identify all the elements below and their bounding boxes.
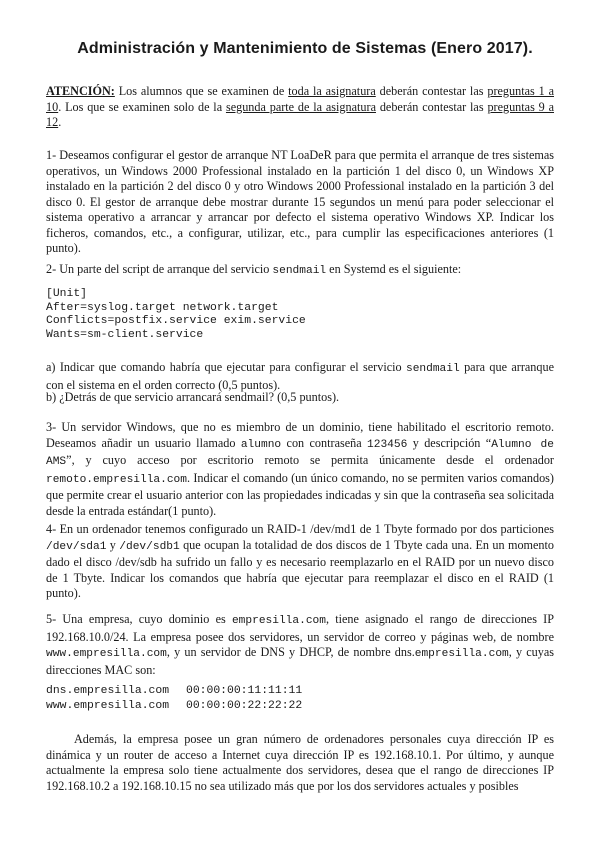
mac-address: 00:00:00:11:11:11 (186, 685, 303, 697)
question-1: 1- Deseamos configurar el gestor de arranque NT LoaDeR para que permita el arranque de tres sistemas operativos, un Windows 2000 Professional instalado en la partición 1 del disco 0, un Windows XP instalado en la partición 2 del disco 0 y otro Windows 2000 Professional instalado en la partición 3 del disco 0. El gestor de arranque debe mostrar durante 15 segundos un menú para poder seleccionar el sistema operativo a arrancar y arrancar por defecto el sistema operativo Windows XP. Indicar los ficheros, comandos, etc., a configurar, utilizar, etc., para cumplir las especificaciones anteriores (1 punto). (46, 148, 554, 255)
attention-label: ATENCIÓN: (46, 84, 115, 98)
code-line: [Unit] (46, 288, 88, 300)
mac-address: 00:00:00:22:22:22 (186, 700, 303, 712)
question-2b: b) ¿Detrás de que servicio arrancará sendmail? (0,5 puntos). (46, 390, 340, 404)
code-line: Wants=sm-client.service (46, 328, 204, 341)
systemd-unit-code (46, 288, 306, 342)
host-name: dns.empresilla.com (46, 685, 170, 697)
page-title: Administración y Mantenimiento de Sistemas (Enero 2017). (77, 40, 533, 57)
code-line: Conflicts=postfix.service exim.service (46, 315, 306, 327)
question-5: 5- Una empresa, cuyo dominio es empresilla.com, tiene asignado el rango de direcciones IP 192.168.10.0/24. La empresa posee dos servidores, un servidor de correo y páginas web, de nombre www.empresilla.com, y un servidor de DNS y DHCP, de nombre dns.empresilla.com, y cuyas direcciones MAC son: (46, 612, 555, 677)
code-line: After=syslog.target network.target (46, 301, 279, 314)
attention-notice: ATENCIÓN: Los alumnos que se examinen de toda la asignatura deberán contestar las preguntas 1 a 10. Los que se examinen solo de la segunda parte de la asignatura deberán contestar las preguntas 9 a 12. (46, 84, 554, 129)
question-5-paragraph: Además, la empresa posee un gran número de ordenadores personales cuya dirección IP es dinámica y un router de acceso a Internet cuya dirección IP es 192.168.10.1. Por último, y aunque actualmente la empresa solo tiene actualmente dos servidores, desea que el rango de direcciones IP 192.168.10.2 a 192.168.10.15 no sea utilizado más que por los dos servidores actuales y posibles (46, 732, 554, 793)
table-row (46, 699, 302, 714)
host-name: www.empresilla.com (46, 700, 170, 712)
table-row (46, 684, 302, 699)
mac-address-table (46, 684, 302, 714)
question-3: 3- Un servidor Windows, que no es miembro de un dominio, tiene habilitado el escritorio remoto. Deseamos añadir un usuario llamado alumno con contraseña 123456 y descripción “Alumno de AMS”, y cuyo acceso por escritorio remoto se permita únicamente desde el ordenador remoto.empresilla.com. Indicar el comando (un único comando, no se permiten varios comandos) que permite crear el usuario anterior con las propiedades indicadas y sin que la contraseña sea solicitada desde la entrada estándar(1 punto). (46, 420, 554, 518)
question-4: 4- En un ordenador tenemos configurado un RAID-1 /dev/md1 de 1 Tbyte formado por dos particiones /dev/sda1 y /dev/sdb1 que ocupan la totalidad de dos discos de 1 Tbyte cada una. En un momento dado el disco /dev/sdb ha sufrido un fallo y es necesario reemplazarlo en el RAID por un nuevo disco de 1 Tbyte. Indicar los comandos que habría que ejecutar para reemplazar el disco en el RAID (1 punto). (46, 522, 554, 600)
question-2a: a) Indicar que comando habría que ejecutar para configurar el servicio sendmail para que arranque con el sistema en el orden correcto (0,5 puntos). (46, 360, 554, 392)
question-2-intro: 2- Un parte del script de arranque del servicio sendmail en Systemd es el siguiente: (46, 262, 462, 277)
